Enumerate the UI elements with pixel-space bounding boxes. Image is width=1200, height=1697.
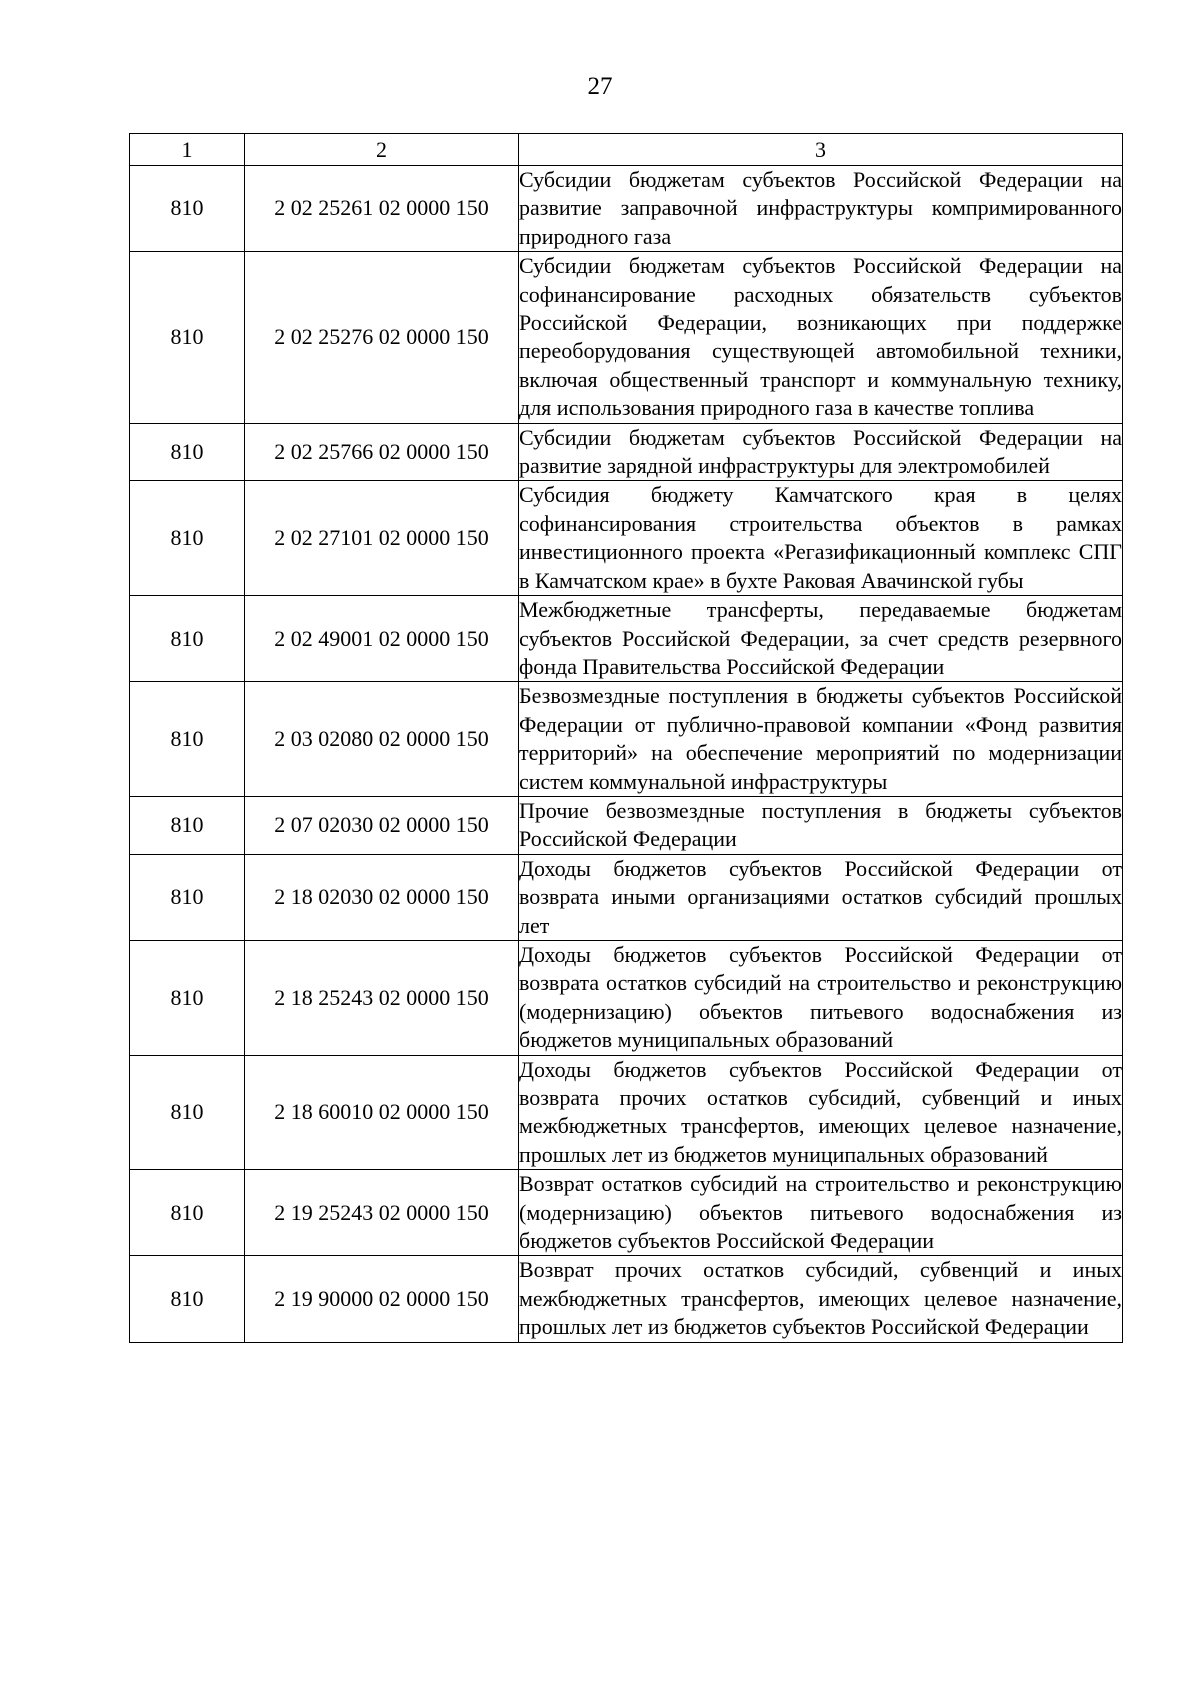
admin-code-cell: 810 xyxy=(130,1170,245,1256)
table-row xyxy=(130,596,1123,682)
column-header-1: 1 xyxy=(130,134,245,166)
admin-code-cell: 810 xyxy=(130,796,245,854)
description-cell: Доходы бюджетов субъектов Российской Федерации от возврата остатков субсидий на строительство и реконструкцию (модернизацию) объектов питьевого водоснабжения из бюджетов муниципальных образований xyxy=(519,940,1123,1055)
revenue-code-cell: 2 02 25766 02 0000 150 xyxy=(245,423,519,481)
revenue-code-cell: 2 02 25261 02 0000 150 xyxy=(245,166,519,252)
table-row xyxy=(130,1055,1123,1170)
admin-code-cell: 810 xyxy=(130,596,245,682)
description-cell: Доходы бюджетов субъектов Российской Федерации от возврата прочих остатков субсидий, субвенций и иных межбюджетных трансфертов, имеющих целевое назначение, прошлых лет из бюджетов муниципальных образований xyxy=(519,1055,1123,1170)
description-cell: Субсидии бюджетам субъектов Российской Федерации на развитие зарядной инфраструктуры для электромобилей xyxy=(519,423,1123,481)
admin-code-cell: 810 xyxy=(130,481,245,596)
revenue-code-cell: 2 07 02030 02 0000 150 xyxy=(245,796,519,854)
description-cell: Возврат остатков субсидий на строительство и реконструкцию (модернизацию) объектов питьевого водоснабжения из бюджетов субъектов Российской Федерации xyxy=(519,1170,1123,1256)
admin-code-cell: 810 xyxy=(130,166,245,252)
revenue-code-cell: 2 03 02080 02 0000 150 xyxy=(245,682,519,797)
revenue-code-cell: 2 18 25243 02 0000 150 xyxy=(245,940,519,1055)
admin-code-cell: 810 xyxy=(130,854,245,940)
description-cell: Субсидии бюджетам субъектов Российской Федерации на развитие заправочной инфраструктуры компримированного природного газа xyxy=(519,166,1123,252)
admin-code-cell: 810 xyxy=(130,1256,245,1342)
column-header-2: 2 xyxy=(245,134,519,166)
table-row xyxy=(130,1256,1123,1342)
revenue-code-cell: 2 02 25276 02 0000 150 xyxy=(245,252,519,423)
revenue-code-cell: 2 19 25243 02 0000 150 xyxy=(245,1170,519,1256)
table-row xyxy=(130,481,1123,596)
admin-code-cell: 810 xyxy=(130,252,245,423)
description-cell: Безвозмездные поступления в бюджеты субъектов Российской Федерации от публично-правовой компании «Фонд развития территорий» на обеспечение мероприятий по модернизации систем коммунальной инфраструктуры xyxy=(519,682,1123,797)
revenue-code-cell: 2 02 27101 02 0000 150 xyxy=(245,481,519,596)
table-row xyxy=(130,682,1123,797)
admin-code-cell: 810 xyxy=(130,682,245,797)
budget-codes-table xyxy=(129,133,1123,1343)
description-cell: Межбюджетные трансферты, передаваемые бюджетам субъектов Российской Федерации, за счет средств резервного фонда Правительства Российской Федерации xyxy=(519,596,1123,682)
admin-code-cell: 810 xyxy=(130,423,245,481)
table-row xyxy=(130,252,1123,423)
admin-code-cell: 810 xyxy=(130,1055,245,1170)
table-row xyxy=(130,166,1123,252)
description-cell: Субсидия бюджету Камчатского края в целях софинансирования строительства объектов в рамках инвестиционного проекта «Регазификационный комплекс СПГ в Камчатском крае» в бухте Раковая Авачинской губы xyxy=(519,481,1123,596)
table-row xyxy=(130,854,1123,940)
page-number: 27 xyxy=(587,73,613,100)
revenue-code-cell: 2 02 49001 02 0000 150 xyxy=(245,596,519,682)
column-header-3: 3 xyxy=(519,134,1123,166)
description-cell: Возврат прочих остатков субсидий, субвенций и иных межбюджетных трансфертов, имеющих целевое назначение, прошлых лет из бюджетов субъектов Российской Федерации xyxy=(519,1256,1123,1342)
admin-code-cell: 810 xyxy=(130,940,245,1055)
table-row xyxy=(130,940,1123,1055)
revenue-code-cell: 2 18 60010 02 0000 150 xyxy=(245,1055,519,1170)
description-cell: Субсидии бюджетам субъектов Российской Федерации на софинансирование расходных обязательств субъектов Российской Федерации, возникающих при поддержке переоборудования существующей автомобильной техники, включая общественный транспорт и коммунальную технику, для использования природного газа в качестве топлива xyxy=(519,252,1123,423)
table-row xyxy=(130,423,1123,481)
description-cell: Доходы бюджетов субъектов Российской Федерации от возврата иными организациями остатков субсидий прошлых лет xyxy=(519,854,1123,940)
table-row xyxy=(130,1170,1123,1256)
description-cell: Прочие безвозмездные поступления в бюджеты субъектов Российской Федерации xyxy=(519,796,1123,854)
header-row xyxy=(130,134,1123,166)
revenue-code-cell: 2 18 02030 02 0000 150 xyxy=(245,854,519,940)
table-row xyxy=(130,796,1123,854)
revenue-code-cell: 2 19 90000 02 0000 150 xyxy=(245,1256,519,1342)
